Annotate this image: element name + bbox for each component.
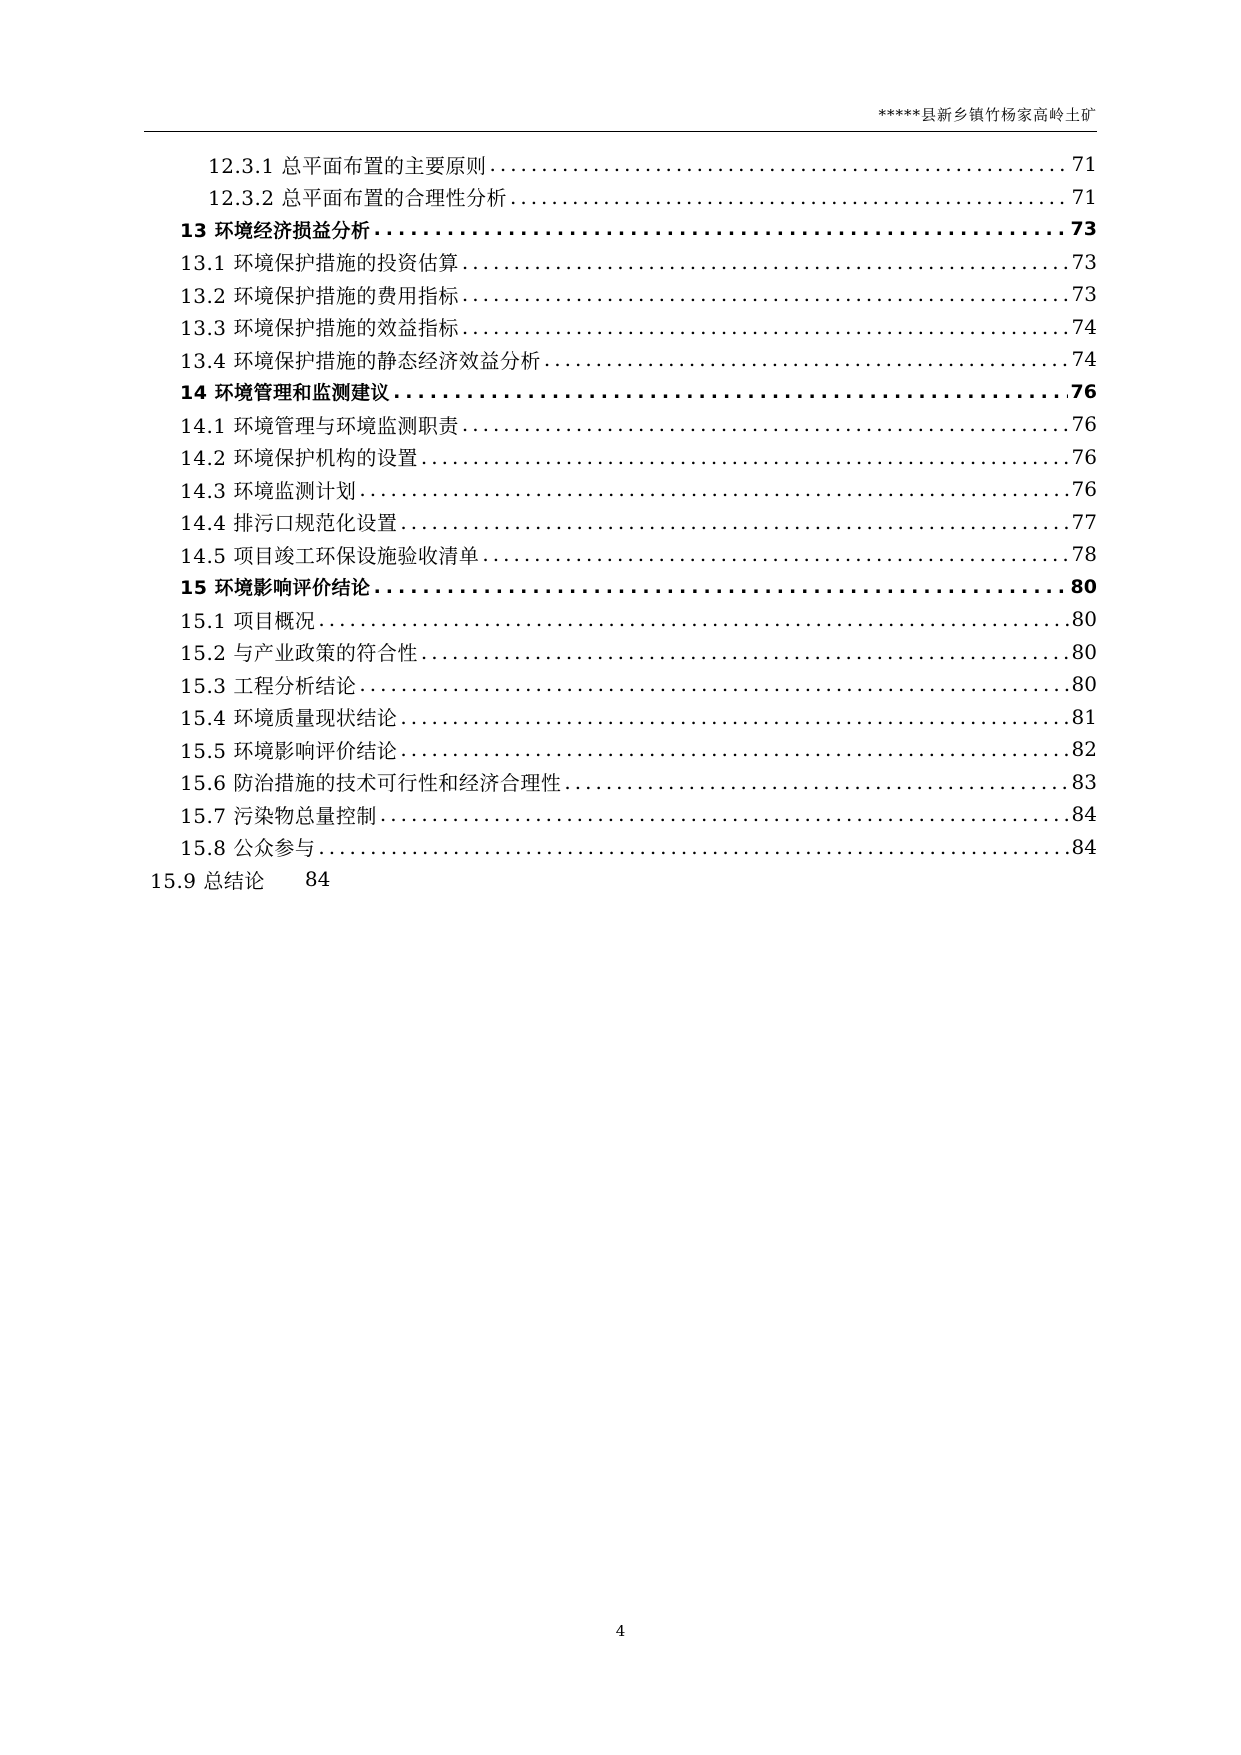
toc-entry[interactable] xyxy=(150,148,1097,181)
page-number-text: 4 xyxy=(615,1622,626,1640)
toc-dot-leader xyxy=(544,347,1069,371)
toc-dot-leader xyxy=(374,576,1068,598)
toc-entry-page: 80 xyxy=(1071,607,1097,632)
toc-entry-label: 15.3 工程分析结论 xyxy=(180,673,357,698)
toc-dot-leader xyxy=(400,510,1068,534)
toc-entry-page: 73 xyxy=(1071,249,1097,274)
toc-entry-page: 78 xyxy=(1071,542,1097,567)
toc-chapter-label: 15 环境影响评价结论 xyxy=(180,577,371,600)
toc-entry-label: 15.1 项目概况 xyxy=(180,608,316,633)
toc-entry-label: 13.4 环境保护措施的静态经济效益分析 xyxy=(180,348,541,373)
toc-dot-leader xyxy=(462,282,1069,306)
toc-entry-page: 84 xyxy=(1071,802,1097,827)
toc-entry-page: 73 xyxy=(1071,282,1097,307)
toc-dot-leader xyxy=(393,381,1067,403)
toc-entry-page: 81 xyxy=(1071,704,1097,729)
page-header xyxy=(144,105,1097,132)
toc-entry[interactable] xyxy=(150,343,1097,376)
toc-dot-leader xyxy=(400,705,1068,729)
page-number xyxy=(0,1622,1241,1640)
toc-chapter[interactable] xyxy=(150,213,1097,246)
toc-entry-label: 12.3.1 总平面布置的主要原则 xyxy=(208,153,487,178)
toc-dot-leader xyxy=(462,250,1069,274)
toc-dot-leader xyxy=(318,835,1068,859)
toc-entry[interactable] xyxy=(150,636,1097,669)
toc-entry[interactable] xyxy=(150,701,1097,734)
toc-entry-label: 15.9 总结论 xyxy=(150,868,265,893)
toc-entry[interactable] xyxy=(150,733,1097,766)
toc-chapter[interactable] xyxy=(150,376,1097,409)
toc-entry-label: 13.2 环境保护措施的费用指标 xyxy=(180,283,459,308)
toc-dot-leader xyxy=(421,445,1069,469)
toc-entry-page: 80 xyxy=(1071,639,1097,664)
toc-entry-page: 84 xyxy=(1071,834,1097,859)
toc-entry-label: 14.1 环境管理与环境监测职责 xyxy=(180,413,459,438)
toc-chapter-page: 80 xyxy=(1070,575,1097,598)
toc-entry-label: 15.8 公众参与 xyxy=(180,836,316,861)
toc-dot-leader xyxy=(380,802,1069,826)
toc-entry-label: 13.3 环境保护措施的效益指标 xyxy=(180,316,459,341)
toc-dot-leader xyxy=(400,737,1068,761)
toc-entry[interactable] xyxy=(150,538,1097,571)
toc-entry[interactable] xyxy=(150,278,1097,311)
toc-entry-page: 80 xyxy=(1071,672,1097,697)
toc-dot-leader xyxy=(318,607,1068,631)
toc-dot-leader xyxy=(489,152,1068,176)
header-title: *****县新乡镇竹杨家高岭土矿 xyxy=(878,106,1097,124)
toc-entry[interactable] xyxy=(150,441,1097,474)
toc-entry-label: 14.4 排污口规范化设置 xyxy=(180,511,398,536)
toc-chapter[interactable] xyxy=(150,571,1097,604)
table-of-contents xyxy=(150,148,1097,896)
toc-entry-label: 15.4 环境质量现状结论 xyxy=(180,706,398,731)
toc-entry[interactable] xyxy=(150,766,1097,799)
toc-dot-leader xyxy=(462,315,1069,339)
toc-entry-label: 14.5 项目竣工环保设施验收清单 xyxy=(180,543,480,568)
toc-dot-leader xyxy=(564,770,1068,794)
toc-entry[interactable] xyxy=(150,311,1097,344)
toc-entry-label: 12.3.2 总平面布置的合理性分析 xyxy=(208,186,507,211)
toc-entry-label: 13.1 环境保护措施的投资估算 xyxy=(180,251,459,276)
toc-dot-leader xyxy=(462,412,1069,436)
toc-entry-page: 74 xyxy=(1071,347,1097,372)
toc-entry-page: 77 xyxy=(1071,509,1097,534)
toc-dot-leader xyxy=(510,185,1069,209)
toc-entry-page: 84 xyxy=(304,867,331,892)
toc-entry-label: 14.2 环境保护机构的设置 xyxy=(180,446,418,471)
toc-entry-label: 15.6 防治措施的技术可行性和经济合理性 xyxy=(180,771,562,796)
toc-entry-page: 82 xyxy=(1071,737,1097,762)
toc-dot-leader xyxy=(421,640,1069,664)
toc-entry[interactable] xyxy=(150,473,1097,506)
toc-entry[interactable] xyxy=(150,506,1097,539)
toc-entry-page: 71 xyxy=(1071,152,1097,177)
toc-entry[interactable] xyxy=(150,603,1097,636)
toc-entry-page: 71 xyxy=(1071,184,1097,209)
toc-entry-last[interactable] xyxy=(150,863,1097,896)
toc-entry-page: 76 xyxy=(1071,412,1097,437)
toc-entry[interactable] xyxy=(150,181,1097,214)
toc-entry[interactable] xyxy=(150,831,1097,864)
toc-chapter-page: 76 xyxy=(1070,380,1097,403)
toc-entry-label: 15.2 与产业政策的符合性 xyxy=(180,641,418,666)
toc-dot-leader xyxy=(374,218,1068,240)
toc-entry-page: 76 xyxy=(1071,477,1097,502)
toc-entry[interactable] xyxy=(150,246,1097,279)
toc-entry-page: 83 xyxy=(1071,769,1097,794)
toc-dot-leader xyxy=(482,542,1068,566)
toc-dot-leader xyxy=(359,477,1068,501)
toc-entry[interactable] xyxy=(150,408,1097,441)
toc-entry-label: 15.5 环境影响评价结论 xyxy=(180,738,398,763)
toc-entry-label: 14.3 环境监测计划 xyxy=(180,478,357,503)
toc-chapter-label: 14 环境管理和监测建议 xyxy=(180,382,391,405)
toc-entry[interactable] xyxy=(150,798,1097,831)
toc-dot-leader xyxy=(359,672,1068,696)
toc-entry-page: 76 xyxy=(1071,444,1097,469)
toc-chapter-page: 73 xyxy=(1070,218,1097,241)
toc-chapter-label: 13 环境经济损益分析 xyxy=(180,219,371,242)
toc-entry[interactable] xyxy=(150,668,1097,701)
toc-entry-page: 74 xyxy=(1071,314,1097,339)
toc-entry-label: 15.7 污染物总量控制 xyxy=(180,803,377,828)
